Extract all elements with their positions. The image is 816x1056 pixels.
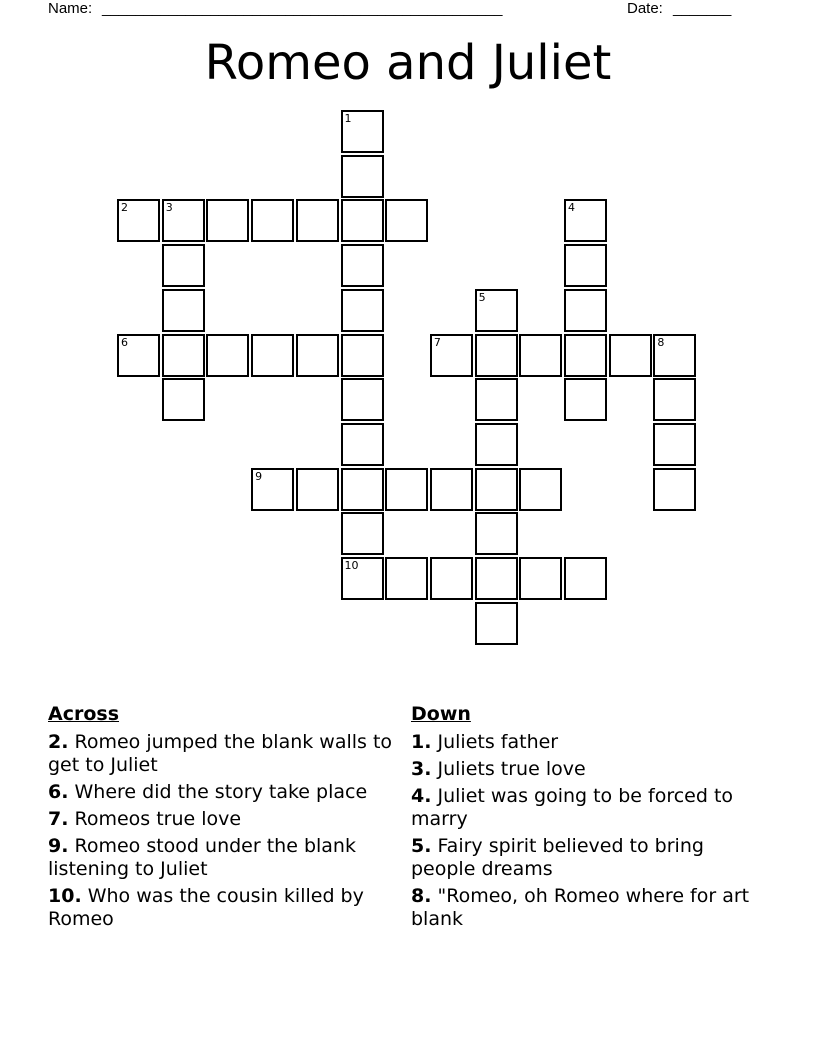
grid-cell[interactable] — [519, 468, 562, 511]
across-heading: Across — [48, 703, 120, 725]
grid-cell[interactable] — [385, 468, 428, 511]
cell-number: 1 — [344, 112, 352, 125]
cell-number: 5 — [478, 290, 486, 304]
grid-cell[interactable] — [162, 244, 205, 287]
grid-cell[interactable] — [564, 289, 607, 332]
grid-cell[interactable] — [564, 334, 607, 377]
cell-number: 2 — [121, 201, 128, 215]
clue-item — [48, 835, 403, 881]
grid-cell[interactable] — [296, 468, 339, 511]
grid-cell[interactable] — [475, 289, 518, 332]
page-title: Romeo and Juliet — [204, 35, 612, 91]
date-field[interactable]: _______ — [673, 0, 732, 17]
clue-text: "Romeo, oh Romeo where for art blank — [411, 885, 750, 930]
grid-cell[interactable] — [564, 378, 607, 421]
clue-text: Where did the story take place — [74, 781, 368, 803]
clue-item — [411, 885, 756, 931]
clue-number: 4. — [411, 785, 432, 807]
grid-cell[interactable] — [162, 334, 205, 377]
clue-item — [48, 781, 403, 804]
grid-cell[interactable] — [653, 468, 696, 511]
grid-cell[interactable] — [519, 557, 562, 600]
cell-number: 9 — [255, 469, 263, 483]
grid-cell[interactable] — [653, 378, 696, 421]
clue-text: Romeo stood under the blank listening to Juliet — [48, 835, 356, 880]
grid-cell[interactable] — [475, 512, 518, 555]
grid-cell[interactable] — [653, 423, 696, 466]
clue-text: Romeo jumped the blank walls to get to Juliet — [48, 731, 393, 776]
grid-cell[interactable] — [475, 557, 518, 600]
across-clues — [48, 703, 403, 935]
grid-cell[interactable] — [341, 244, 384, 287]
clue-number: 5. — [411, 835, 432, 857]
grid-cell[interactable] — [475, 423, 518, 466]
grid-cell[interactable] — [341, 110, 384, 153]
date-label: Date: — [627, 0, 663, 17]
grid-cell[interactable] — [430, 557, 473, 600]
grid-cell[interactable] — [385, 199, 428, 242]
clue-number: 3. — [411, 758, 432, 780]
grid-cell[interactable] — [341, 468, 384, 511]
clue-item — [411, 785, 756, 831]
grid-cell[interactable] — [475, 334, 518, 377]
grid-cell[interactable] — [341, 334, 384, 377]
grid-cell[interactable] — [162, 289, 205, 332]
grid-cell[interactable] — [430, 334, 473, 377]
name-label: Name: — [48, 0, 93, 17]
cell-number: 4 — [568, 201, 575, 215]
grid-cell[interactable] — [341, 512, 384, 555]
grid-cell[interactable] — [341, 378, 384, 421]
grid-cell[interactable] — [385, 557, 428, 600]
clue-text: Fairy spirit believed to bring people dreams — [411, 835, 704, 880]
grid-cell[interactable] — [117, 334, 160, 377]
grid-cell[interactable] — [251, 334, 294, 377]
grid-cell[interactable] — [430, 468, 473, 511]
grid-cell[interactable] — [564, 199, 607, 242]
grid-cell[interactable] — [341, 423, 384, 466]
grid-cell[interactable] — [341, 155, 384, 198]
clue-number: 6. — [48, 781, 69, 803]
clue-text: Juliets father — [437, 731, 559, 753]
grid-cell[interactable] — [206, 199, 249, 242]
clue-number: 1. — [411, 731, 432, 753]
grid-cell[interactable] — [251, 199, 294, 242]
grid-cell[interactable] — [653, 334, 696, 377]
grid-cell[interactable] — [341, 199, 384, 242]
grid-cell[interactable] — [162, 378, 205, 421]
clue-text: Who was the cousin killed by Romeo — [48, 885, 364, 930]
grid-cell[interactable] — [296, 199, 339, 242]
grid-cell[interactable] — [117, 199, 160, 242]
down-heading: Down — [411, 703, 471, 725]
grid-cell[interactable] — [564, 244, 607, 287]
clue-item — [411, 835, 756, 881]
grid-cell[interactable] — [162, 199, 205, 242]
grid-cell[interactable] — [206, 334, 249, 377]
clue-number: 8. — [411, 885, 432, 907]
grid-cell[interactable] — [341, 557, 384, 600]
grid-cell[interactable] — [341, 289, 384, 332]
clue-text: Juliets true love — [437, 758, 586, 780]
clue-text: Romeos true love — [74, 808, 242, 830]
grid-cell[interactable] — [296, 334, 339, 377]
cell-number: 10 — [344, 559, 359, 572]
grid-cell[interactable] — [475, 378, 518, 421]
clue-item — [411, 731, 756, 754]
clue-number: 9. — [48, 835, 69, 857]
clue-item — [48, 731, 403, 777]
cell-number: 7 — [433, 335, 441, 349]
grid-cell[interactable] — [564, 557, 607, 600]
name-field[interactable]: ________________________________________________ — [102, 0, 503, 17]
clue-item — [411, 758, 756, 781]
cell-number: 6 — [121, 335, 128, 349]
clue-number: 7. — [48, 808, 69, 830]
grid-cell[interactable] — [251, 468, 294, 511]
cell-number: 8 — [657, 335, 665, 349]
clue-number: 10. — [48, 885, 82, 907]
grid-cell[interactable] — [519, 334, 562, 377]
clue-number: 2. — [48, 731, 69, 753]
grid-cell[interactable] — [475, 468, 518, 511]
cell-number: 3 — [165, 201, 173, 215]
grid-cell[interactable] — [475, 602, 518, 645]
grid-cell[interactable] — [609, 334, 652, 377]
clue-text: Juliet was going to be forced to marry — [411, 785, 734, 830]
clue-item — [48, 808, 403, 831]
down-clues — [411, 703, 756, 935]
clue-item — [48, 885, 403, 931]
